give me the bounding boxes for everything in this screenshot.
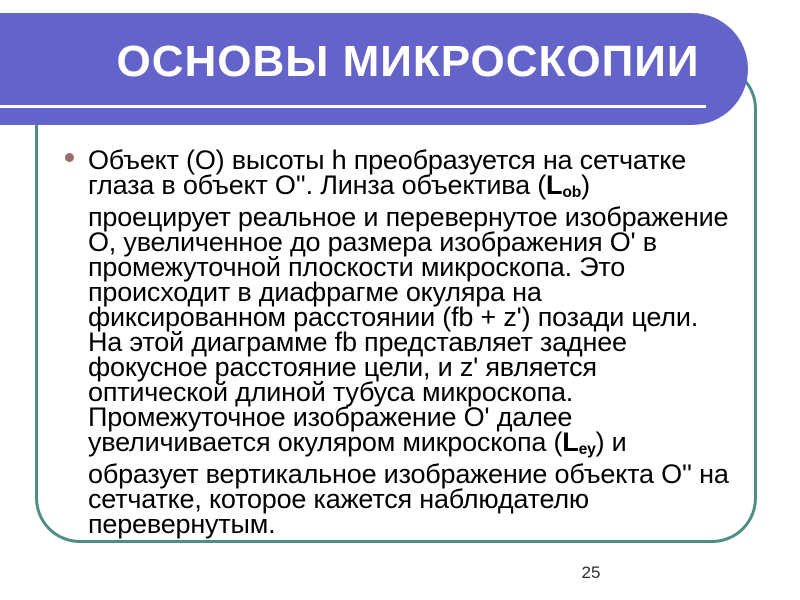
- body-line: происходит в диафрагме окуляра на: [88, 277, 542, 307]
- title-area: [0, 13, 748, 105]
- lens-symbol: L: [562, 427, 579, 457]
- slide-title: ОСНОВЫ МИКРОСКОПИИ: [116, 37, 700, 86]
- bullet-paragraph: [88, 145, 748, 539]
- body-line: сетчатке, которое кажется наблюдателю: [88, 484, 589, 514]
- body-line: фиксированном расстоянии (fb + z') позади цели.: [88, 302, 699, 332]
- bullet-icon: [65, 153, 74, 162]
- body-line: перевернутым.: [88, 509, 276, 539]
- body-line: Объект (О) высоты h преобразуется на сетчатке: [88, 145, 687, 175]
- lens-symbol: L: [546, 170, 563, 200]
- body-line: О, увеличенное до размера изображения О' в: [88, 227, 657, 257]
- body-line: проецирует реальное и перевернутое изображение: [88, 202, 729, 232]
- body-line: [88, 427, 748, 458]
- header-underline: [0, 105, 706, 108]
- body-line: образует вертикальное изображение объекта О'' на: [88, 459, 729, 489]
- body-line: оптической длиной тубуса микроскопа.: [88, 377, 574, 407]
- header-band: [0, 13, 748, 125]
- body-line-text: ) и: [595, 427, 627, 457]
- body-line: промежуточной плоскости микроскопа. Это: [88, 252, 626, 282]
- body-line: Промежуточное изображение О' далее: [88, 402, 573, 432]
- page-number: 25: [581, 563, 601, 582]
- body-line-text: увеличивается окуляром микроскопа (: [88, 427, 563, 457]
- lens-subscript: ob: [562, 183, 582, 201]
- lens-subscript: ey: [578, 440, 596, 458]
- body-line-text: ): [581, 170, 590, 200]
- body-line: [88, 170, 748, 201]
- body-line: На этой диаграмме fb представляет заднее: [88, 327, 627, 357]
- body-line: фокусное расстояние цели, и z' является: [88, 352, 597, 382]
- body-line-text: глаза в объект О''. Линза объектива (: [88, 170, 547, 200]
